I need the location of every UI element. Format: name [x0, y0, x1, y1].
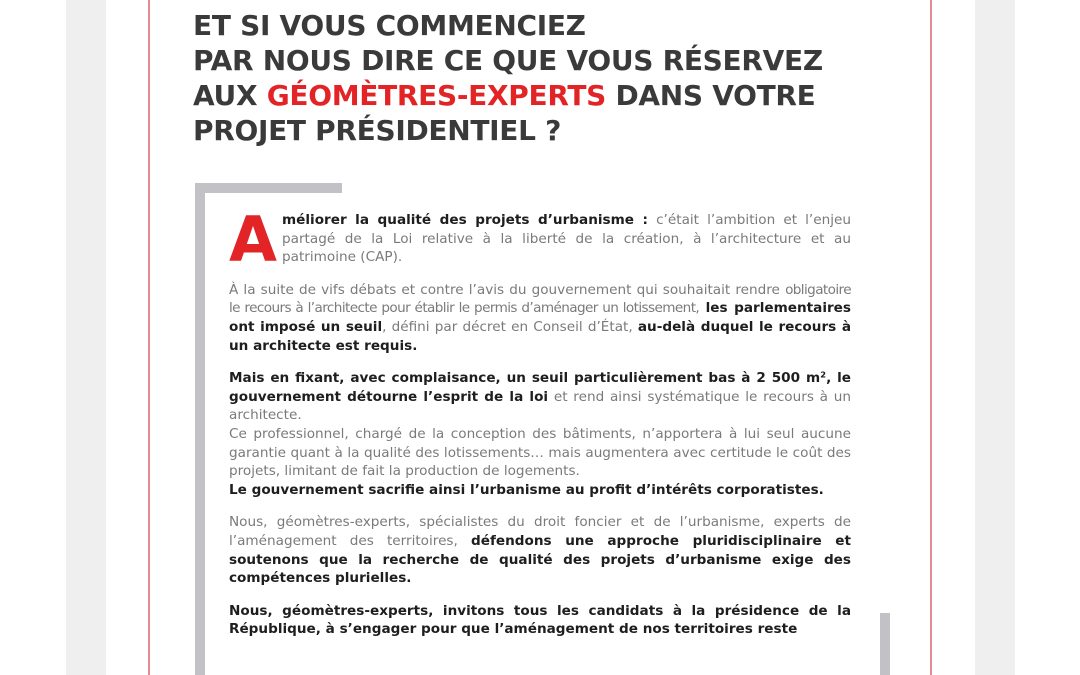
call-bold: Nous, géomètres-experts, invitons tous les candidats à la présidence de la République, à s’engager pour que l’aménagement de nos territoires reste [229, 602, 851, 638]
experts-bold: défendons une approche pluridisciplinaire et soutenons que la recherche de qualité des projets d’urbanisme exige des compétences plurielles. [229, 532, 851, 587]
outer-background-left [66, 0, 106, 675]
page-title [193, 8, 893, 148]
title-line-4: PROJET PRÉSIDENTIEL ? [193, 114, 562, 147]
quote-bracket-right [880, 613, 890, 675]
drop-cap: A [229, 203, 277, 276]
outer-background-right [975, 0, 1015, 675]
debate-text-2: obligatoire le recours à l’architecte pour établir le permis d’aménager un lotissement, [229, 281, 851, 317]
intro-text: c’était l’ambition et l’enjeu partagé de la Loi relative à la liberté de la création, à l’architecture et au patrimoine (CAP). [281, 212, 851, 266]
paragraph-threshold [229, 369, 851, 499]
paragraph-debate [229, 281, 851, 355]
title-line-3-prefix: AUX [193, 79, 267, 112]
quote-bracket-left [195, 183, 205, 675]
title-line-2: PAR NOUS DIRE CE QUE VOUS RÉSERVEZ [193, 44, 823, 77]
page-border-left [148, 0, 150, 675]
experts-text: Nous, géomètres-experts, spécialistes du droit foncier et de l’urbanisme, experts de l’aménagement des territoires, [229, 514, 851, 549]
debate-bold-2: au-delà duquel le recours à un architecte est requis. [229, 318, 852, 354]
quote-bracket-top [195, 183, 342, 193]
article-body [229, 203, 852, 653]
paragraph-call [229, 602, 851, 639]
title-accent: GÉOMÈTRES-EXPERTS [266, 79, 606, 112]
debate-text-1: À la suite de vifs débats et contre l’avis du gouvernement qui souhaitait rendre [229, 281, 786, 298]
debate-text-3: , défini par décret en Conseil d’État, [382, 318, 638, 335]
threshold-bold-1: Mais en fixant, avec complaisance, un seuil particulièrement bas à 2 500 m², le gouvernement détourne l’esprit de la loi [229, 370, 851, 405]
threshold-text-2: Ce professionnel, chargé de la conception des bâtiments, n’apportera à lui seul aucune garantie quant à la qualité des lotissements… mais augmentera avec certitude le coût des projets, limitant de fait la production de logements. [229, 425, 851, 480]
page-border-right [930, 0, 932, 675]
paragraph-intro [229, 203, 851, 276]
intro-bold: méliorer la qualité des projets d’urbanisme : [281, 212, 648, 228]
threshold-text-1: et rend ainsi systématique le recours à un architecte. [229, 388, 851, 424]
paragraph-experts [229, 513, 851, 587]
debate-bold-1: les parlementaires ont imposé un seuil [229, 300, 851, 335]
title-line-1: ET SI VOUS COMMENCIEZ [193, 9, 586, 42]
threshold-bold-2: Le gouvernement sacrifie ainsi l’urbanisme au profit d’intérêts corporatistes. [229, 481, 824, 498]
title-line-3-suffix: DANS VOTRE [606, 79, 816, 112]
